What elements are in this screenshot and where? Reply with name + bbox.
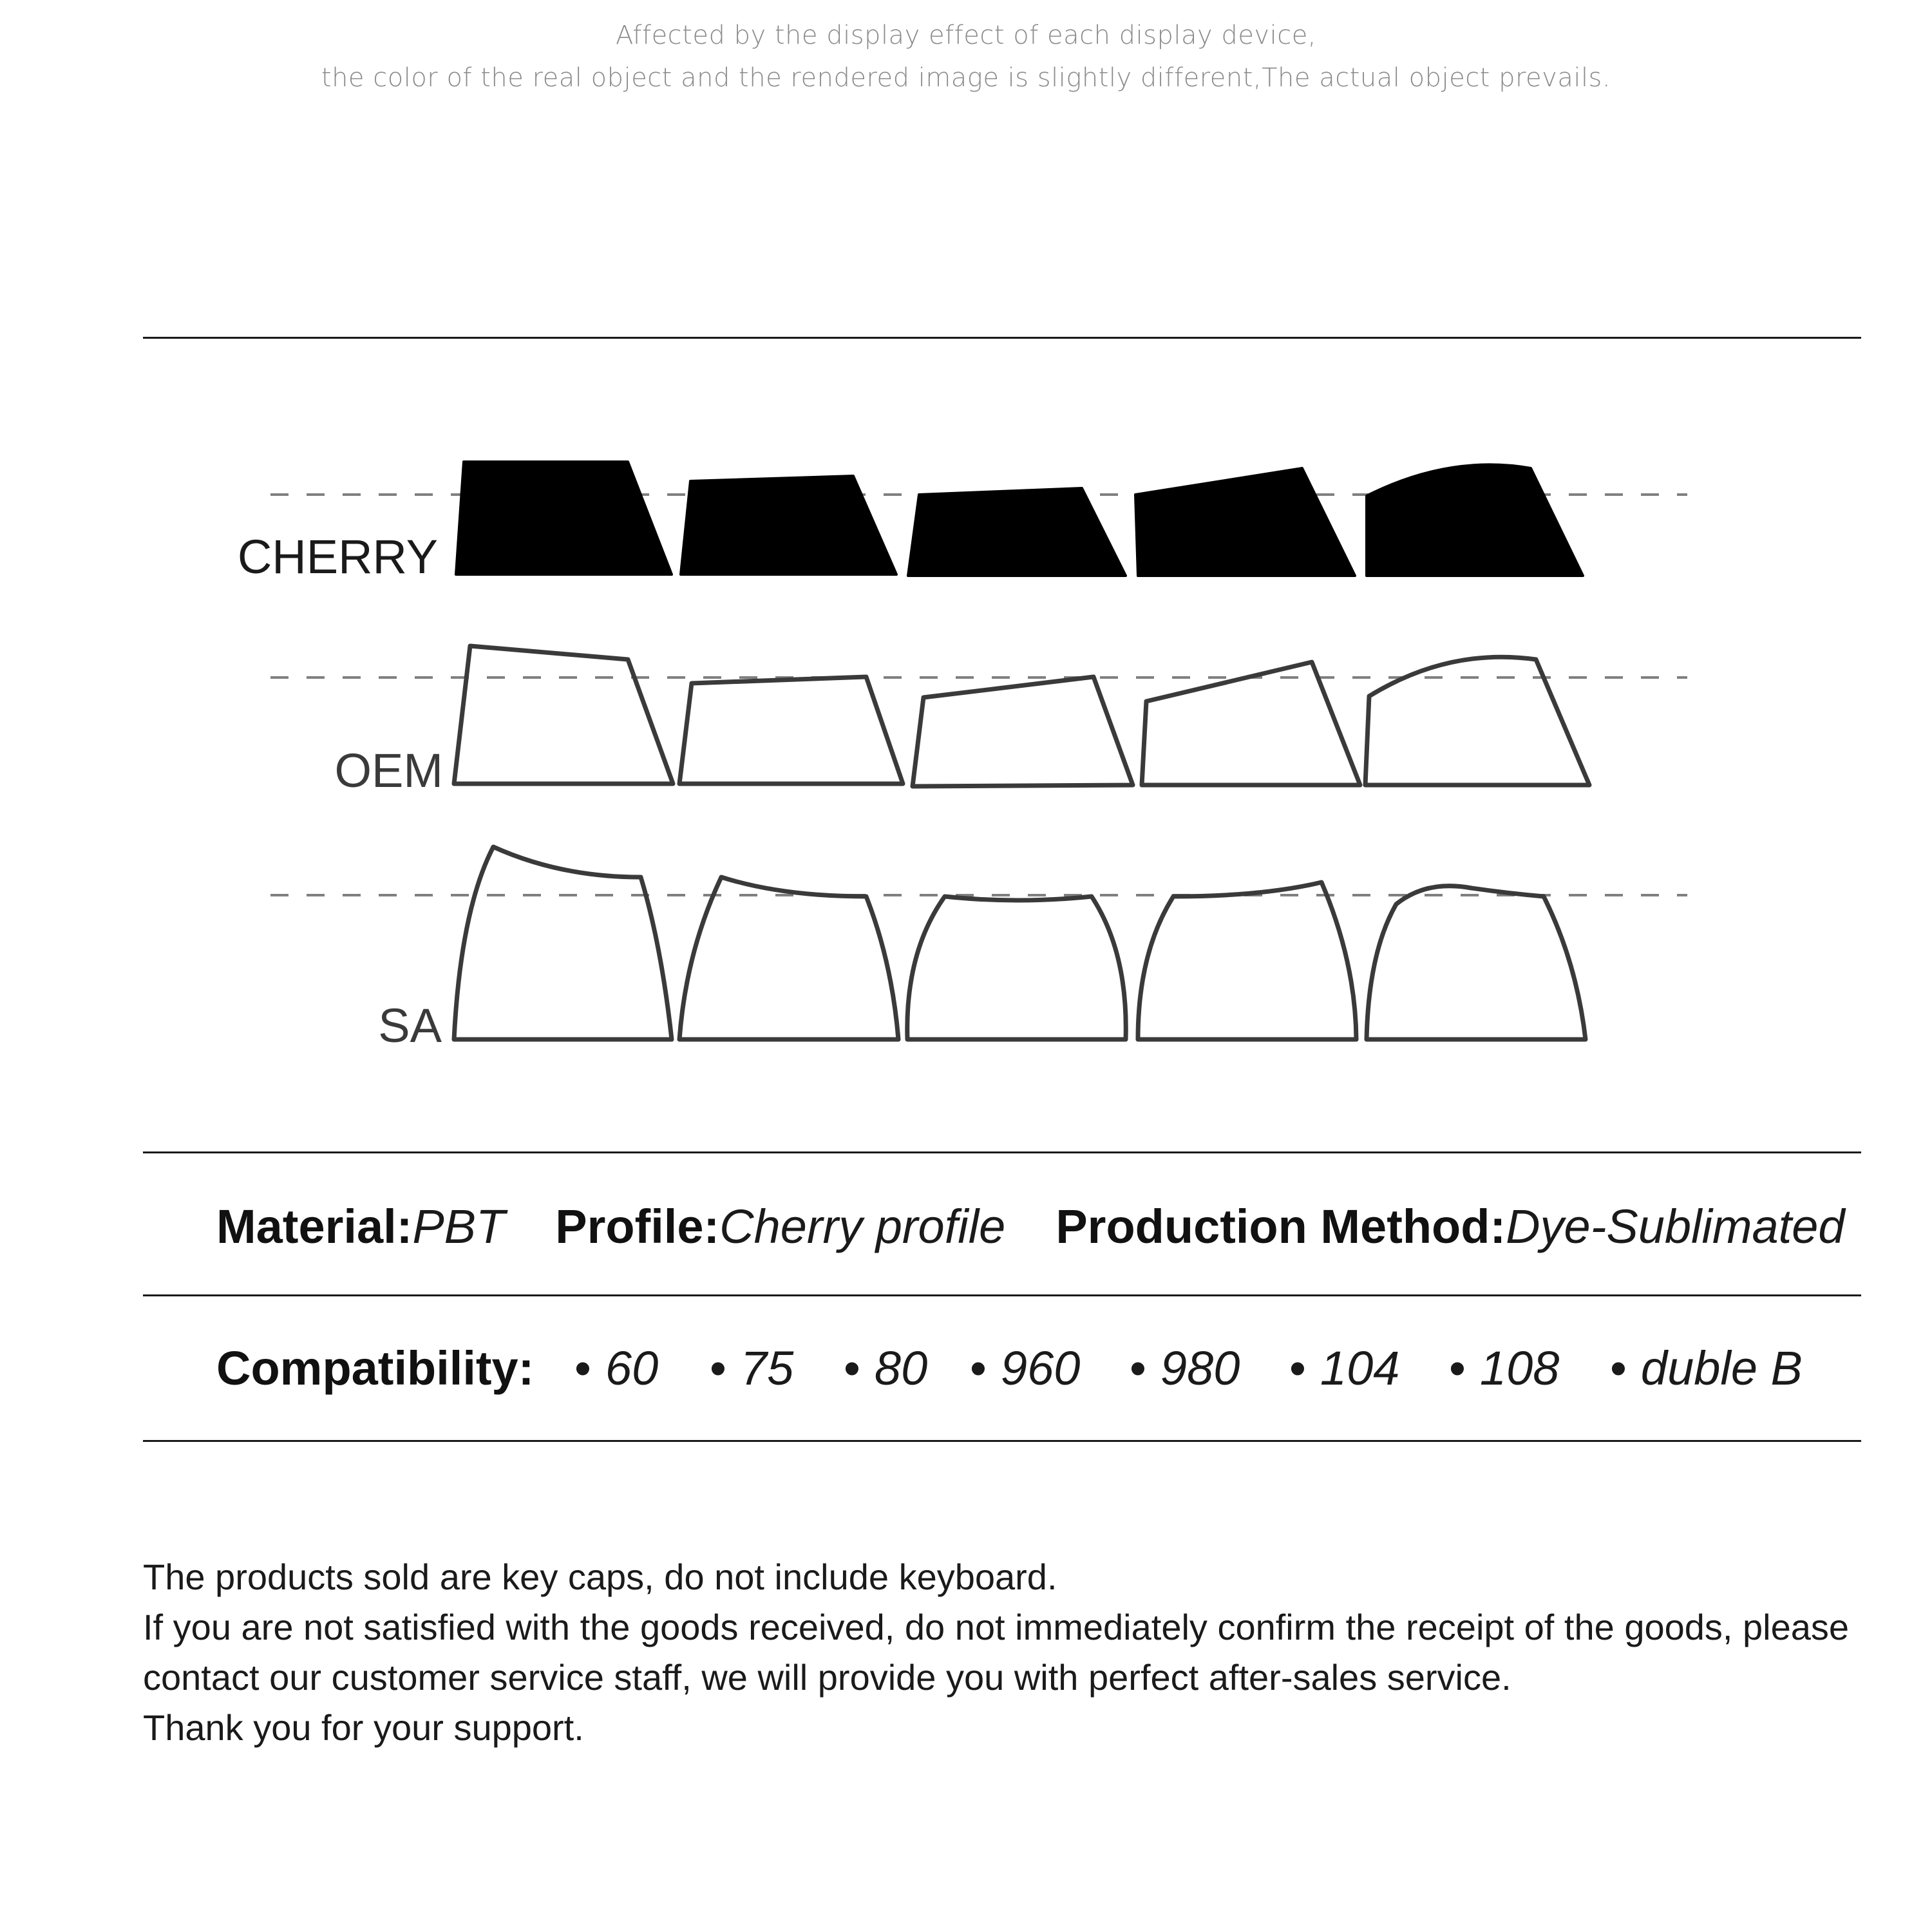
compatibility-item bbox=[1449, 1341, 1559, 1396]
spec-row bbox=[216, 1199, 1845, 1254]
sa-keycap-r5 bbox=[1367, 886, 1586, 1039]
cherry-keycap-r2 bbox=[681, 476, 896, 574]
compatibility-item bbox=[1610, 1341, 1803, 1396]
bullet-icon: • bbox=[1130, 1341, 1146, 1395]
notes bbox=[143, 1552, 1882, 1753]
compatibility-item bbox=[574, 1341, 658, 1396]
sa-keycap-r2 bbox=[679, 877, 898, 1039]
bullet-icon: • bbox=[1289, 1341, 1306, 1395]
divider-spec-bottom bbox=[143, 1440, 1861, 1442]
compatibility-value: 104 bbox=[1320, 1341, 1400, 1395]
spec-profile bbox=[555, 1199, 1005, 1254]
oem-keycap-r3 bbox=[913, 677, 1133, 786]
bullet-icon: • bbox=[1449, 1341, 1466, 1395]
compatibility-item bbox=[1130, 1341, 1240, 1396]
bullet-icon: • bbox=[574, 1341, 591, 1395]
oem-keycaps bbox=[454, 646, 1589, 786]
oem-keycap-r1 bbox=[454, 646, 673, 784]
bullet-icon: • bbox=[1610, 1341, 1627, 1395]
compatibility-item bbox=[1289, 1341, 1399, 1396]
bullet-icon: • bbox=[844, 1341, 860, 1395]
sa-keycap-r4 bbox=[1138, 882, 1356, 1039]
oem-keycap-r4 bbox=[1142, 662, 1360, 785]
disclaimer-line-1: Affected by the display effect of each display device, bbox=[615, 21, 1317, 50]
bullet-icon: • bbox=[970, 1341, 987, 1395]
production-method-label: Production Method: bbox=[1056, 1200, 1506, 1253]
divider-spec-top bbox=[143, 1151, 1861, 1153]
compatibility-item bbox=[970, 1341, 1080, 1396]
sa-keycaps bbox=[454, 847, 1586, 1039]
material-label: Material: bbox=[216, 1200, 413, 1253]
note-line-1: The products sold are key caps, do not include keyboard. bbox=[143, 1557, 1057, 1597]
cherry-keycap-r3 bbox=[908, 488, 1126, 576]
cherry-keycaps bbox=[456, 462, 1583, 576]
sa-keycap-r3 bbox=[907, 896, 1126, 1039]
cherry-keycap-r5 bbox=[1367, 464, 1583, 576]
compatibility-value: 60 bbox=[605, 1341, 659, 1395]
profile-label-sa: SA bbox=[378, 999, 442, 1052]
compatibility-value: duble B bbox=[1640, 1341, 1803, 1395]
production-method-value: Dye-Sublimated bbox=[1506, 1200, 1845, 1253]
note-line-3: contact our customer service staff, we will provide you with perfect after-sales service. bbox=[143, 1657, 1511, 1698]
oem-keycap-r2 bbox=[679, 677, 903, 784]
cherry-keycap-r4 bbox=[1135, 468, 1355, 576]
sa-keycap-r1 bbox=[454, 847, 672, 1039]
compatibility-item bbox=[844, 1341, 927, 1396]
spec-production-method bbox=[1056, 1199, 1844, 1254]
compatibility-item bbox=[710, 1341, 793, 1396]
note-line-2: If you are not satisfied with the goods received, do not immediately confirm the receipt of the goods, please bbox=[143, 1607, 1850, 1647]
material-value: PBT bbox=[412, 1200, 506, 1253]
profile-label: Profile: bbox=[555, 1200, 720, 1253]
note-line-4: Thank you for your support. bbox=[143, 1707, 584, 1748]
bullet-icon: • bbox=[710, 1341, 726, 1395]
profile-label-cherry: CHERRY bbox=[237, 530, 438, 583]
profile-label-oem: OEM bbox=[334, 744, 443, 797]
compatibility-value: 960 bbox=[1000, 1341, 1081, 1395]
disclaimer-line-2: the color of the real object and the rendered image is slightly different,The actual object prevails. bbox=[321, 63, 1611, 93]
divider-spec-middle bbox=[143, 1294, 1861, 1296]
compatibility-label: Compatibility: bbox=[216, 1341, 535, 1395]
profile-value: Cherry profile bbox=[719, 1200, 1006, 1253]
compatibility-value: 75 bbox=[740, 1341, 794, 1395]
compatibility-value: 980 bbox=[1160, 1341, 1240, 1395]
compatibility-value: 108 bbox=[1479, 1341, 1560, 1395]
cherry-keycap-r1 bbox=[456, 462, 672, 574]
spec-material bbox=[216, 1199, 505, 1254]
compatibility-value: 80 bbox=[874, 1341, 928, 1395]
